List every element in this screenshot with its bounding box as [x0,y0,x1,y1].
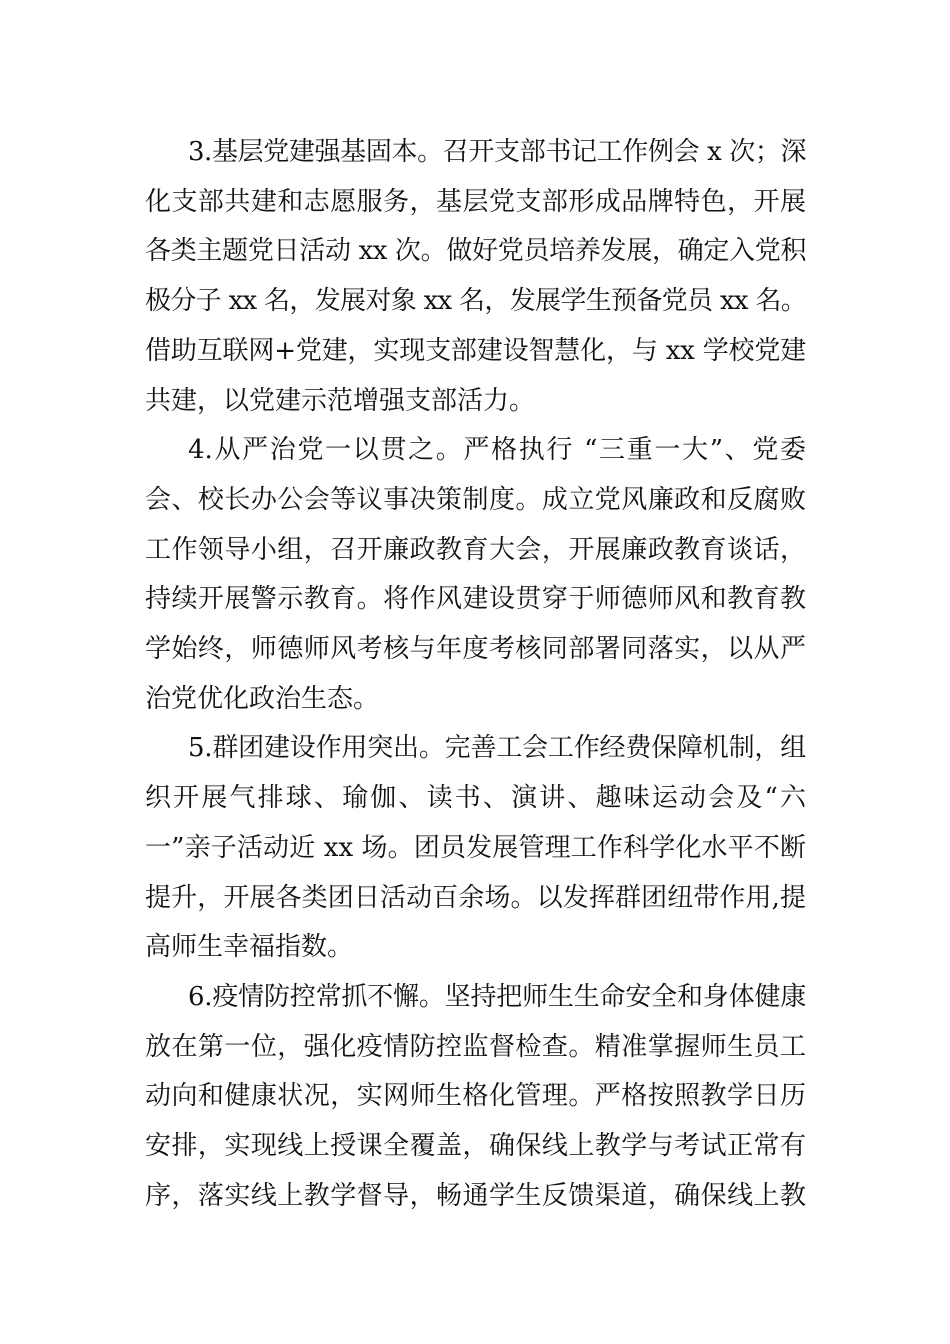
text-line: 序，落实线上教学督导，畅通学生反馈渠道，确保线上教 [145,1180,806,1211]
text-line: 共建，以党建示范增强支部活力。 [145,385,536,416]
text-line: 高师生幸福指数。 [145,932,354,963]
document-body [145,128,806,1221]
text-line: 持续开展警示教育。将作风建设贯穿于师德师风和教育教 [145,584,806,615]
text-line: 会、校长办公会等议事决策制度。成立党风廉政和反腐败 [145,484,806,515]
text-line: 放在第一位，强化疫情防控监督检查。精准掌握师生员工 [145,1031,806,1062]
text-line: 5.群团建设作用突出。完善工会工作经费保障机制，组 [188,733,806,764]
text-line: 4.从严治党一以贯之。严格执行 “三重一大”、党委 [188,435,806,466]
text-line: 极分子 xx 名，发展对象 xx 名，发展学生预备党员 xx 名。 [145,286,806,317]
text-line: 治党优化政治生态。 [145,683,380,714]
text-line: 一”亲子活动近 xx 场。团员发展管理工作科学化水平不断 [145,832,806,863]
text-line: 织开展气排球、瑜伽、读书、演讲、趣味运动会及“六 [145,783,806,814]
paragraph [145,724,806,973]
text-line: 学始终，师德师风考核与年度考核同部署同落实，以从严 [145,634,806,665]
text-line: 借助互联网+党建，实现支部建设智慧化，与 xx 学校党建 [145,335,806,366]
paragraph [145,426,806,724]
paragraph [145,128,806,426]
text-line: 动向和健康状况，实网师生格化管理。严格按照教学日历 [145,1081,806,1112]
text-line: 各类主题党日活动 xx 次。做好党员培养发展，确定入党积 [145,236,806,267]
text-line: 3.基层党建强基固本。召开支部书记工作例会 x 次；深 [188,137,806,167]
text-line: 化支部共建和志愿服务，基层党支部形成品牌特色，开展 [145,186,806,217]
text-line: 提升，开展各类团日活动百余场。以发挥群团纽带作用,提 [145,882,806,913]
text-line: 工作领导小组，召开廉政教育大会，开展廉政教育谈话， [145,534,806,565]
text-line: 安排，实现线上授课全覆盖，确保线上教学与考试正常有 [145,1131,806,1162]
paragraph [145,973,806,1222]
text-line: 6.疫情防控常抓不懈。坚持把师生生命安全和身体健康 [188,981,806,1012]
